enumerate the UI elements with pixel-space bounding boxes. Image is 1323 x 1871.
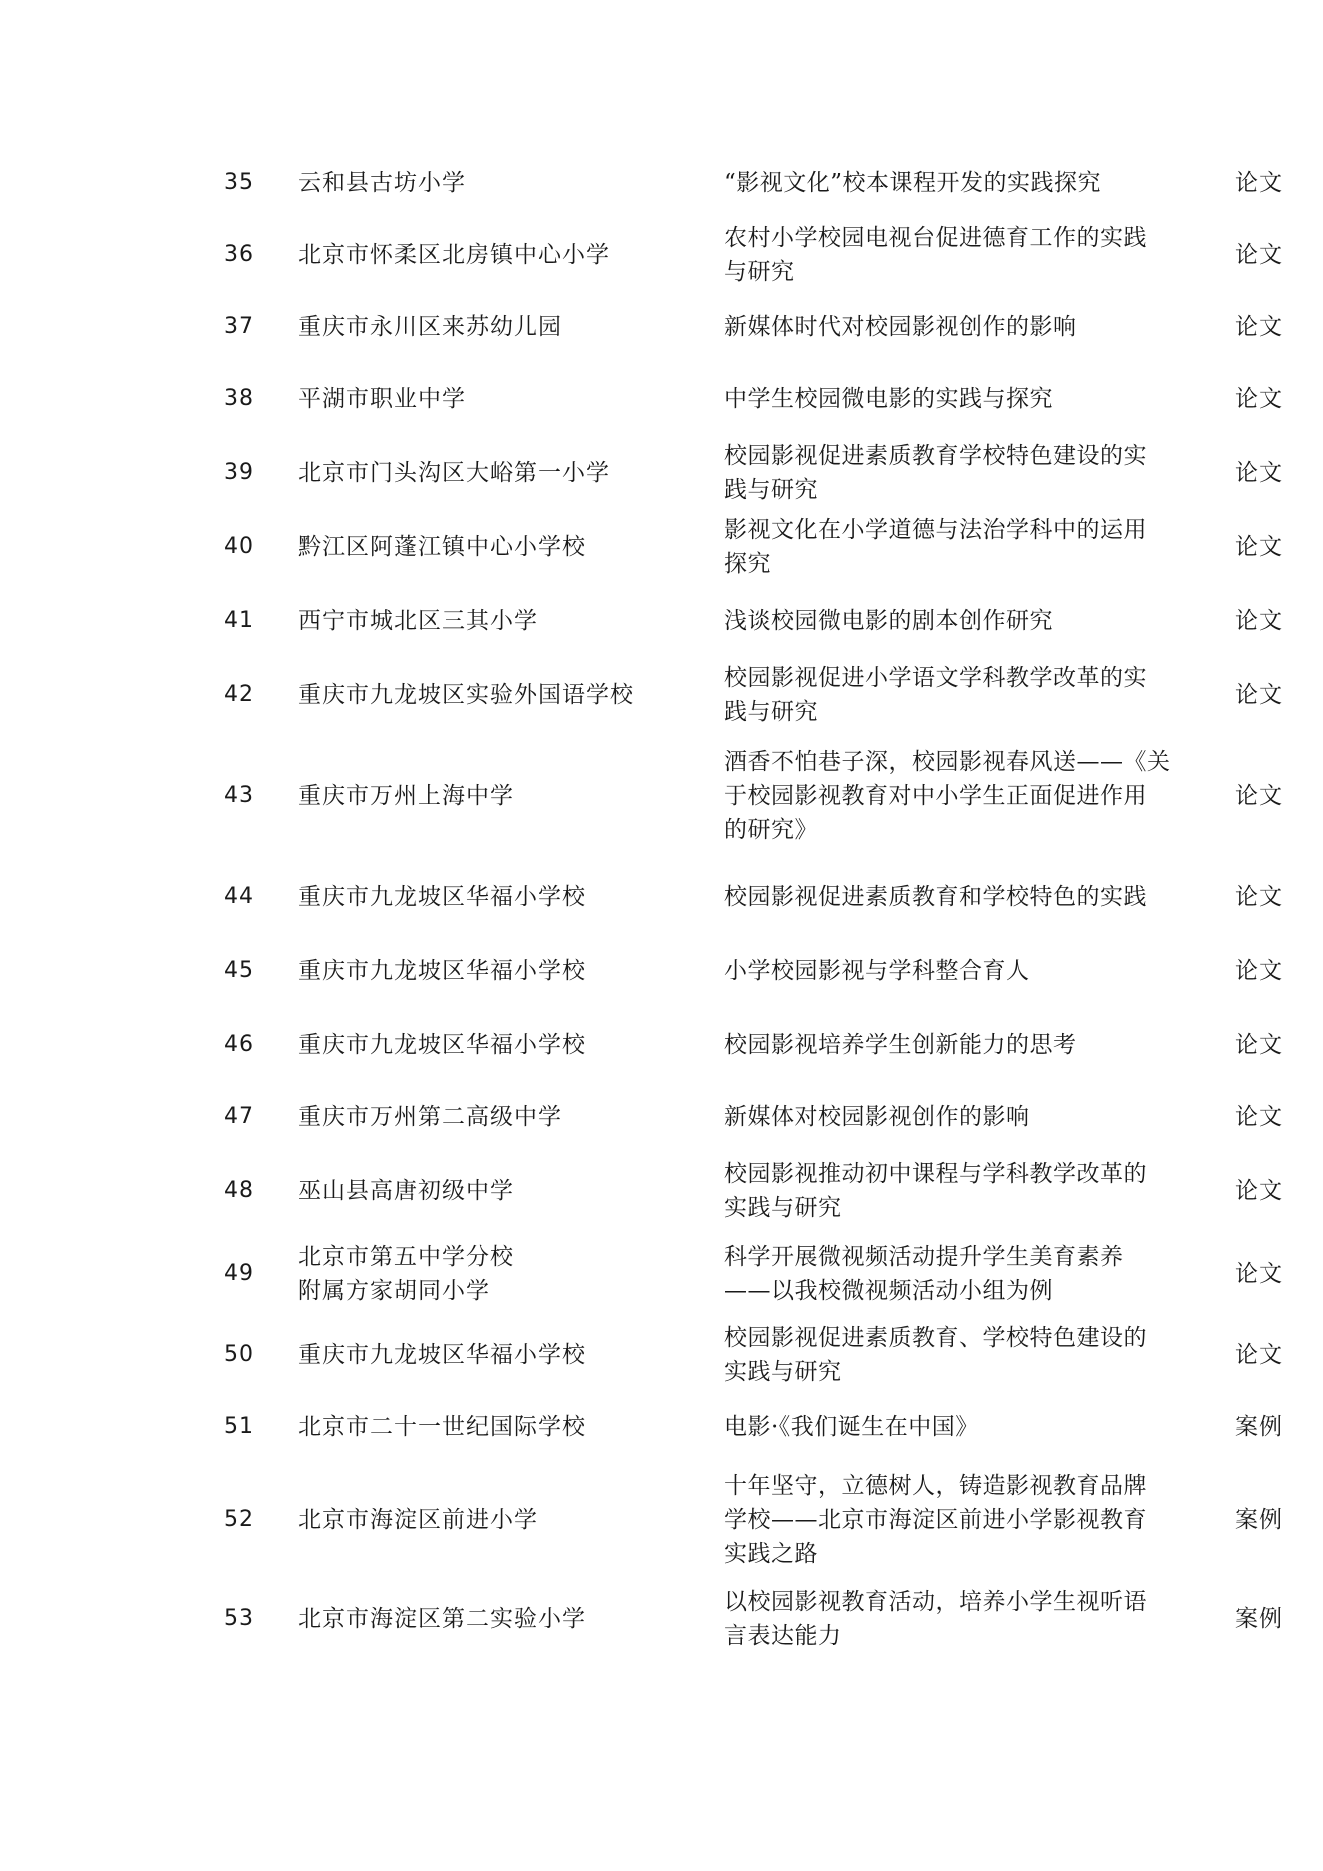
work-title-line: 实践之路	[724, 1541, 818, 1567]
school-name-line: 重庆市万州上海中学	[298, 783, 514, 809]
row-number: 53	[224, 1606, 254, 1631]
table-row	[0, 292, 1323, 362]
work-title-line: 校园影视培养学生创新能力的思考	[724, 1032, 1077, 1058]
work-title-line: 实践与研究	[724, 1195, 842, 1221]
school-name	[298, 1152, 698, 1230]
table-row	[0, 1318, 1323, 1392]
work-title	[724, 1152, 1179, 1230]
work-title	[724, 436, 1179, 510]
school-name-line: 附属方家胡同小学	[298, 1278, 490, 1304]
work-category: 论文	[1235, 958, 1283, 984]
row-number: 35	[224, 170, 254, 195]
school-name	[298, 584, 698, 658]
school-name-line: 重庆市九龙坡区实验外国语学校	[298, 682, 634, 708]
work-category: 论文	[1235, 460, 1283, 486]
table-row	[0, 1008, 1323, 1082]
work-title-line: 中学生校园微电影的实践与探究	[724, 386, 1053, 412]
work-title-line: 校园影视促进素质教育、学校特色建设的	[724, 1325, 1147, 1351]
row-number: 43	[224, 783, 254, 808]
work-title	[724, 1392, 1179, 1462]
school-name	[298, 1008, 698, 1082]
work-title-line: 农村小学校园电视台促进德育工作的实践	[724, 225, 1147, 251]
work-title	[724, 510, 1179, 584]
table-row	[0, 436, 1323, 510]
work-title-line: 校园影视促进小学语文学科教学改革的实	[724, 665, 1147, 691]
work-category: 论文	[1235, 682, 1283, 708]
row-number: 41	[224, 608, 254, 633]
school-name-line: 重庆市万州第二高级中学	[298, 1104, 562, 1130]
school-name-line: 北京市怀柔区北房镇中心小学	[298, 242, 610, 268]
school-name-line: 巫山县高唐初级中学	[298, 1178, 514, 1204]
table-row	[0, 658, 1323, 732]
school-name-line: 西宁市城北区三其小学	[298, 608, 538, 634]
row-number: 45	[224, 958, 254, 983]
school-name	[298, 934, 698, 1008]
row-number: 37	[224, 314, 254, 339]
school-name	[298, 658, 698, 732]
table-row	[0, 218, 1323, 292]
row-number: 36	[224, 242, 254, 267]
school-name	[298, 1230, 698, 1318]
school-name	[298, 510, 698, 584]
work-category: 案例	[1235, 1606, 1283, 1632]
school-name	[298, 732, 698, 860]
school-name-line: 北京市海淀区第二实验小学	[298, 1606, 586, 1632]
school-name	[298, 1578, 698, 1660]
work-title-line: “影视文化”校本课程开发的实践探究	[724, 170, 1102, 196]
row-number: 38	[224, 386, 254, 411]
work-title	[724, 658, 1179, 732]
school-name-line: 北京市二十一世纪国际学校	[298, 1414, 586, 1440]
school-name-line: 北京市门头沟区大峪第一小学	[298, 460, 610, 486]
table-row	[0, 1392, 1323, 1462]
work-category: 案例	[1235, 1507, 1283, 1533]
school-name	[298, 1318, 698, 1392]
row-number: 42	[224, 682, 254, 707]
work-title-line: 小学校园影视与学科整合育人	[724, 958, 1030, 984]
work-title-line: 的研究》	[724, 817, 818, 843]
work-title-line: 践与研究	[724, 477, 818, 503]
table-row	[0, 934, 1323, 1008]
school-name-line: 北京市第五中学分校	[298, 1244, 514, 1270]
work-category: 论文	[1235, 1032, 1283, 1058]
row-number: 48	[224, 1178, 254, 1203]
school-name-line: 重庆市九龙坡区华福小学校	[298, 1342, 586, 1368]
school-name-line: 重庆市九龙坡区华福小学校	[298, 884, 586, 910]
work-title	[724, 1082, 1179, 1152]
work-title-line: 十年坚守，立德树人，铸造影视教育品牌	[724, 1473, 1147, 1499]
work-category: 论文	[1235, 783, 1283, 809]
work-category: 论文	[1235, 534, 1283, 560]
work-category: 论文	[1235, 1104, 1283, 1130]
work-title	[724, 860, 1179, 934]
table-row	[0, 860, 1323, 934]
school-name-line: 北京市海淀区前进小学	[298, 1507, 538, 1533]
school-name	[298, 218, 698, 292]
school-name-line: 平湖市职业中学	[298, 386, 466, 412]
work-category: 论文	[1235, 242, 1283, 268]
work-title-line: 践与研究	[724, 699, 818, 725]
work-title	[724, 218, 1179, 292]
work-title-line: 电影·《我们诞生在中国》	[724, 1414, 979, 1440]
row-number: 47	[224, 1104, 254, 1129]
work-category: 论文	[1235, 608, 1283, 634]
work-title-line: 以校园影视教育活动，培养小学生视听语	[724, 1589, 1147, 1615]
school-name-line: 重庆市九龙坡区华福小学校	[298, 958, 586, 984]
work-title	[724, 362, 1179, 436]
work-title	[724, 148, 1179, 218]
work-title-line: 校园影视促进素质教育和学校特色的实践	[724, 884, 1147, 910]
row-number: 46	[224, 1032, 254, 1057]
work-category: 论文	[1235, 170, 1283, 196]
school-name-line: 黔江区阿蓬江镇中心小学校	[298, 534, 586, 560]
row-number: 50	[224, 1342, 254, 1367]
work-title-line: 酒香不怕巷子深，校园影视春风送——《关	[724, 749, 1171, 775]
row-number: 49	[224, 1261, 254, 1286]
table-row	[0, 1230, 1323, 1318]
row-number: 51	[224, 1414, 254, 1439]
work-title-line: 言表达能力	[724, 1623, 842, 1649]
school-name	[298, 436, 698, 510]
table-row	[0, 510, 1323, 584]
table-row	[0, 732, 1323, 860]
work-title	[724, 1462, 1179, 1578]
work-title-line: 校园影视促进素质教育学校特色建设的实	[724, 443, 1147, 469]
work-title	[724, 584, 1179, 658]
school-name	[298, 1082, 698, 1152]
table-row	[0, 362, 1323, 436]
work-category: 论文	[1235, 884, 1283, 910]
row-number: 40	[224, 534, 254, 559]
work-title-line: 探究	[724, 551, 771, 577]
row-number: 44	[224, 884, 254, 909]
school-name	[298, 362, 698, 436]
work-title	[724, 292, 1179, 362]
school-name	[298, 1462, 698, 1578]
work-title	[724, 1230, 1179, 1318]
work-category: 论文	[1235, 1178, 1283, 1204]
work-title-line: 学校——北京市海淀区前进小学影视教育	[724, 1507, 1147, 1533]
work-title	[724, 732, 1179, 860]
work-title-line: 实践与研究	[724, 1359, 842, 1385]
table-row	[0, 584, 1323, 658]
school-name	[298, 148, 698, 218]
row-number: 39	[224, 460, 254, 485]
table-row	[0, 1082, 1323, 1152]
work-title	[724, 1008, 1179, 1082]
school-name	[298, 292, 698, 362]
work-category: 论文	[1235, 1261, 1283, 1287]
school-name-line: 云和县古坊小学	[298, 170, 466, 196]
work-title-line: ——以我校微视频活动小组为例	[724, 1278, 1053, 1304]
work-title-line: 校园影视推动初中课程与学科教学改革的	[724, 1161, 1147, 1187]
work-category: 案例	[1235, 1414, 1283, 1440]
work-title-line: 新媒体对校园影视创作的影响	[724, 1104, 1030, 1130]
table-row	[0, 1152, 1323, 1230]
school-name	[298, 1392, 698, 1462]
work-title	[724, 934, 1179, 1008]
work-title-line: 于校园影视教育对中小学生正面促进作用	[724, 783, 1147, 809]
table-row	[0, 1578, 1323, 1660]
work-category: 论文	[1235, 1342, 1283, 1368]
work-category: 论文	[1235, 314, 1283, 340]
work-title-line: 影视文化在小学道德与法治学科中的运用	[724, 517, 1147, 543]
work-title-line: 科学开展微视频活动提升学生美育素养	[724, 1244, 1124, 1270]
work-title-line: 新媒体时代对校园影视创作的影响	[724, 314, 1077, 340]
row-number: 52	[224, 1507, 254, 1532]
work-title	[724, 1318, 1179, 1392]
school-name-line: 重庆市九龙坡区华福小学校	[298, 1032, 586, 1058]
work-title-line: 浅谈校园微电影的剧本创作研究	[724, 608, 1053, 634]
table-row	[0, 148, 1323, 218]
school-name-line: 重庆市永川区来苏幼儿园	[298, 314, 562, 340]
school-name	[298, 860, 698, 934]
work-title-line: 与研究	[724, 259, 795, 285]
work-category: 论文	[1235, 386, 1283, 412]
table-row	[0, 1462, 1323, 1578]
work-title	[724, 1578, 1179, 1660]
